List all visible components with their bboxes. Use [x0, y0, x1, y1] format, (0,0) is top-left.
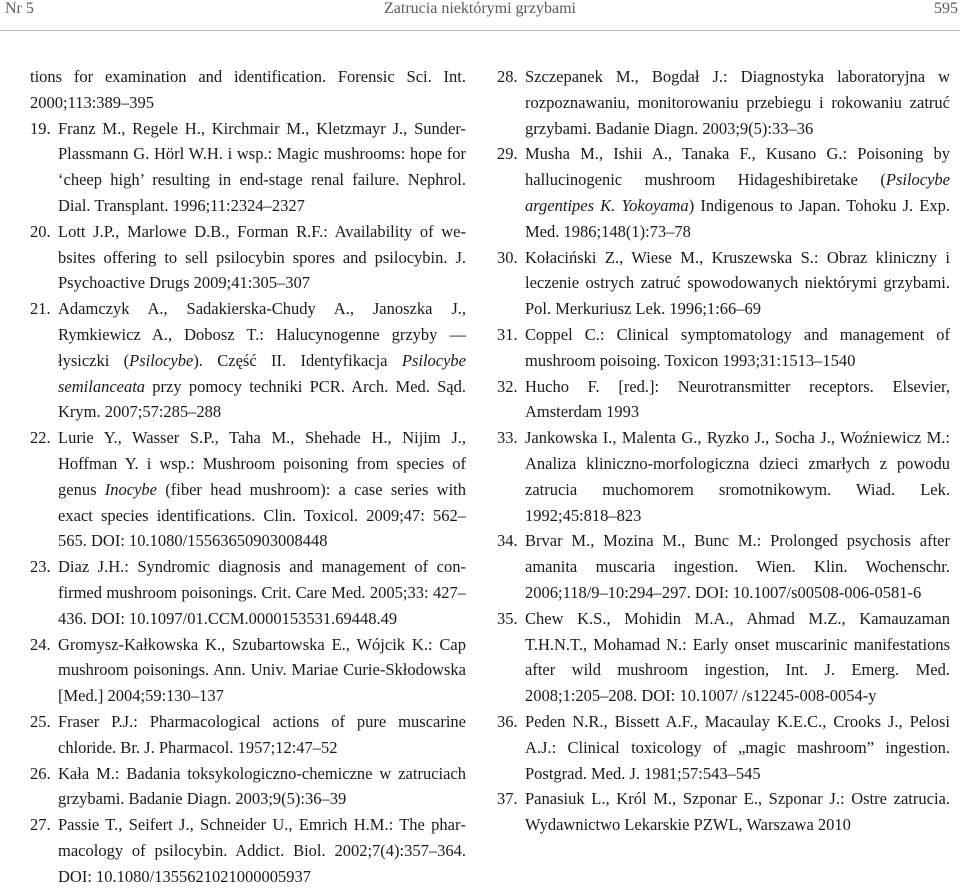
reference-32: 32. Hucho F. [red.]: Neurotransmitter receptors. Elsevier, Amsterdam 1993	[497, 376, 950, 422]
reference-23: 23. Diaz J.H.: Syndromic diagnosis and management of confirmed mushroom poisonings. Crit. Care Med. 2005;33: 427–436. DOI: 10.1097/01.CCM.0000153531.69448.49	[30, 557, 466, 628]
reference-text: Coppel C.: Clinical symptomatology and management of mushroom poisoing. Toxicon 1993;31:1513–1540	[525, 324, 950, 370]
reference-20: 20. Lott J.P., Marlowe D.B., Forman R.F.: Availability of websites offering to sell psilocybin spores and psilocybin. J. Psychoactive Drugs 2009;41:305–307	[30, 221, 466, 293]
reference-31: 31. Coppel C.: Clinical symptomatology and management of mushroom poisoing. Toxicon 1993;31:1513–1540	[497, 324, 950, 370]
reference-text: Kołaciński Z., Wiese M., Kruszewska S.: Obraz kliniczny i leczenie ostrych zatruć spowodowanych niektórymi grzybami. Pol. Merkuriusz Lek. 1996;1:66–69	[525, 247, 950, 319]
reference-text: Chew K.S., Mohidin M.A., Ahmad M.Z., Kamauzaman T.H.N.T., Mohamad N.: Early onset muscarinic manifestations after wild mushroom ingestion, Int. J. Emerg. Med. 2008;1:205–208. DOI: 10.1007/ /s12245-008-0054-y	[525, 608, 950, 706]
header-rule	[0, 30, 960, 31]
reference-text: Panasiuk L., Król M., Szponar E., Szponar J.: Ostre zatrucia. Wydawnictwo Lekarskie PZWL, Warszawa 2010	[525, 789, 950, 835]
reference-19: 19. Franz M., Regele H., Kirchmair M., Kletzmayr J., Sunder-Plassmann G. Hörl W.H. i wsp.: Magic mushrooms: hope for ‘cheep high’ resulting in end-stage renal failure. Nephrol. Dial. Transplant. 1996;11:2324–2327	[30, 118, 466, 215]
reference-continuation: tions for examination and identification. Forensic Sci. Int. 2000;113:389–395	[30, 67, 466, 112]
page-header	[0, 0, 960, 30]
reference-text: Lott J.P., Marlowe D.B., Forman R.F.: Availability of websites offering to sell psilocybin spores and psilocybin. J. Psychoactive Drugs 2009;41:305–307	[58, 221, 466, 293]
right-column	[497, 64, 950, 838]
reference-text: Fraser P.J.: Pharmacological actions of pure muscarine chloride. Br. J. Pharmacol. 1957;12:47–52	[58, 711, 466, 757]
reference-text: Szczepanek M., Bogdał J.: Diagnostyka laboratoryjna w rozpoznawaniu, monitorowaniu przebiegu i rokowaniu zatruć grzybami. Badanie Diagn. 2003;9(5):33–36	[525, 67, 950, 138]
reference-text: Hucho F. [red.]: Neurotransmitter receptors. Elsevier, Amsterdam 1993	[525, 376, 950, 422]
reference-22: 22. Lurie Y., Wasser S.P., Taha M., Shehade H., Nijim J., Hoffman Y. i wsp.: Mushroom poisoning from species of genus Inocybe (fiber head mushroom): a case series with exact species identifications. Clin. Toxicol. 2009;47: 562–565. DOI: 10.1080/15563650903008448	[30, 428, 466, 551]
reference-text: Diaz J.H.: Syndromic diagnosis and management of confirmed mushroom poisonings. Crit. Care Med. 2005;33: 427–436. DOI: 10.1097/01.CCM.0000153531.69448.49	[58, 557, 466, 628]
reference-24: 24. Gromysz-Kałkowska K., Szubartowska E., Wójcik K.: Cap mushroom poisonings. Ann. Univ. Mariae Curie-Skłodowska [Med.] 2004;59:130–137	[30, 634, 466, 706]
reference-text: Kała M.: Badania toksykologiczno-chemiczne w zatruciach grzybami. Badanie Diagn. 2003;9(5):36–39	[58, 763, 466, 809]
reference-text: Brvar M., Mozina M., Bunc M.: Prolonged psychosis after amanita muscaria ingestion. Wien. Klin. Wochenschr. 2006;118/9–10:294–297. DOI: 10.1007/s00508-006-0581-6	[525, 531, 950, 602]
reference-28: 28. Szczepanek M., Bogdał J.: Diagnostyka laboratoryjna w rozpoznawaniu, monitorowaniu przebiegu i rokowaniu zatruć grzybami. Badanie Diagn. 2003;9(5):33–36	[497, 67, 950, 138]
page-number: 595	[934, 0, 958, 17]
reference-text: Jankowska I., Malenta G., Ryzko J., Socha J., Woźniewicz M.: Analiza kliniczno-morfologiczna dzieci zmarłych z powodu zatrucia muchomorem sromotnikowym. Wiad. Lek. 1992;45:818–823	[525, 428, 950, 525]
reference-25: 25. Fraser P.J.: Pharmacological actions of pure muscarine chloride. Br. J. Pharmacol. 1957;12:47–52	[30, 711, 466, 757]
reference-35: 35. Chew K.S., Mohidin M.A., Ahmad M.Z., Kamauzaman T.H.N.T., Mohamad N.: Early onset muscarinic manifestations after wild mushroom ingestion, Int. J. Emerg. Med. 2008;1:205–208. DOI: 10.1007/ /s12245-008-0054-y	[497, 608, 950, 706]
reference-29: 29. Musha M., Ishii A., Tanaka F., Kusano G.: Poisoning by hallucinogenic mushroom Hidageshibiretake (Psilocybe argentipes K. Yokoyama) Indigenous to Japan. Tohoku J. Exp. Med. 1986;148(1):73–78	[497, 144, 950, 241]
reference-33: 33. Jankowska I., Malenta G., Ryzko J., Socha J., Woźniewicz M.: Analiza kliniczno-morfologiczna dzieci zmarłych z powodu zatrucia muchomorem sromotnikowym. Wiad. Lek. 1992;45:818–823	[497, 428, 950, 525]
left-column	[30, 64, 466, 890]
reference-text: Peden N.R., Bissett A.F., Macaulay K.E.C., Crooks J., Pelosi A.J.: Clinical toxicology of „magic mashroom” ingestion. Postgrad. Med. J. 1981;57:543–545	[525, 711, 950, 783]
reference-30: 30. Kołaciński Z., Wiese M., Kruszewska S.: Obraz kliniczny i leczenie ostrych zatruć spowodowanych niektórymi grzybami. Pol. Merkuriusz Lek. 1996;1:66–69	[497, 247, 950, 319]
reference-21: 21. Adamczyk A., Sadakierska-Chudy A., Janoszka J., Rymkiewicz A., Dobosz T.: Halucynogenne grzyby — łysiczki (Psilocybe). Część II. Identyfikacja Psilocybe semilanceata przy pomocy techniki PCR. Arch. Med. Sąd. Krym. 2007;57:285–288	[30, 299, 466, 422]
reference-27: 27. Passie T., Seifert J., Schneider U., Emrich H.M.: The pharmacology of psilocybin. Addict. Biol. 2002;7(4):357–364. DOI: 10.1080/1355621021000005937	[30, 815, 466, 886]
reference-text: Franz M., Regele H., Kirchmair M., Kletzmayr J., Sunder-Plassmann G. Hörl W.H. i wsp.: Magic mushrooms: hope for ‘cheep high’ resulting in end-stage renal failure. Nephrol. Dial. Transplant. 1996;11:2324–2327	[58, 118, 466, 215]
reference-text: Gromysz-Kałkowska K., Szubartowska E., Wójcik K.: Cap mushroom poisonings. Ann. Univ. Mariae Curie-Skłodowska [Med.] 2004;59:130–137	[58, 634, 466, 706]
reference-36: 36. Peden N.R., Bissett A.F., Macaulay K.E.C., Crooks J., Pelosi A.J.: Clinical toxicology of „magic mashroom” ingestion. Postgrad. Med. J. 1981;57:543–545	[497, 711, 950, 783]
running-title: Zatrucia niektórymi grzybami	[384, 0, 576, 17]
reference-37: 37. Panasiuk L., Król M., Szponar E., Szponar J.: Ostre zatrucia. Wydawnictwo Lekarskie PZWL, Warszawa 2010	[497, 789, 950, 835]
reference-26: 26. Kała M.: Badania toksykologiczno-chemiczne w zatruciach grzybami. Badanie Diagn. 2003;9(5):36–39	[30, 763, 466, 809]
issue-number: Nr 5	[5, 0, 34, 17]
reference-text: Passie T., Seifert J., Schneider U., Emrich H.M.: The pharmacology of psilocybin. Addict. Biol. 2002;7(4):357–364. DOI: 10.1080/1355621021000005937	[58, 815, 466, 886]
reference-34: 34. Brvar M., Mozina M., Bunc M.: Prolonged psychosis after amanita muscaria ingestion. Wien. Klin. Wochenschr. 2006;118/9–10:294–297. DOI: 10.1007/s00508-006-0581-6	[497, 531, 950, 602]
